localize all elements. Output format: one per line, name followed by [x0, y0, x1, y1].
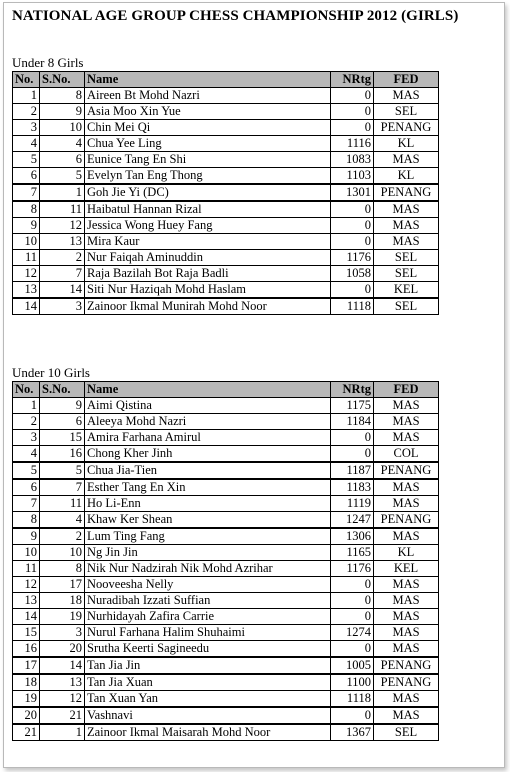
cell-fed: MAS — [374, 707, 439, 724]
cell-sno: 17 — [40, 577, 85, 593]
table-row — [13, 625, 439, 641]
cell-sno: 6 — [40, 152, 85, 168]
table-row — [13, 120, 439, 136]
cell-name: Eunice Tang En Shi — [85, 152, 331, 168]
cell-no: 7 — [13, 184, 40, 201]
cell-nrtg: 1306 — [331, 528, 374, 545]
cell-fed: PENANG — [374, 512, 439, 529]
cell-nrtg: 0 — [331, 593, 374, 609]
cell-name: Goh Jie Yi (DC) — [85, 184, 331, 201]
cell-name: Nur Faiqah Aminuddin — [85, 250, 331, 266]
cell-fed: KEL — [374, 282, 439, 299]
cell-fed: PENANG — [374, 462, 439, 479]
cell-fed: PENANG — [374, 184, 439, 201]
cell-nrtg: 1176 — [331, 561, 374, 577]
cell-no: 11 — [13, 561, 40, 577]
cell-no: 7 — [13, 496, 40, 512]
cell-sno: 20 — [40, 641, 85, 658]
cell-sno: 1 — [40, 184, 85, 201]
table-row — [13, 496, 439, 512]
cell-sno: 14 — [40, 282, 85, 299]
cell-nrtg: 1367 — [331, 724, 374, 741]
table-row — [13, 201, 439, 218]
cell-fed: MAS — [374, 414, 439, 430]
under8-table-body — [13, 88, 439, 315]
cell-sno: 14 — [40, 657, 85, 674]
cell-no: 1 — [13, 88, 40, 104]
table-row — [13, 593, 439, 609]
cell-fed: MAS — [374, 496, 439, 512]
cell-nrtg: 0 — [331, 446, 374, 463]
cell-nrtg: 0 — [331, 234, 374, 250]
cell-sno: 2 — [40, 250, 85, 266]
cell-no: 12 — [13, 266, 40, 282]
cell-sno: 5 — [40, 168, 85, 185]
document-title: NATIONAL AGE GROUP CHESS CHAMPIONSHIP 2012 (GIRLS) — [12, 8, 459, 24]
cell-nrtg: 1119 — [331, 496, 374, 512]
cell-nrtg: 0 — [331, 218, 374, 234]
table-row — [13, 168, 439, 185]
cell-name: Nik Nur Nadzirah Nik Mohd Azrihar — [85, 561, 331, 577]
cell-nrtg: 1118 — [331, 691, 374, 708]
cell-nrtg: 1176 — [331, 250, 374, 266]
cell-sno: 8 — [40, 88, 85, 104]
cell-sno: 13 — [40, 234, 85, 250]
cell-sno: 7 — [40, 266, 85, 282]
cell-nrtg: 0 — [331, 201, 374, 218]
cell-nrtg: 1175 — [331, 398, 374, 414]
col-header-name: Name — [85, 382, 331, 398]
table-row — [13, 528, 439, 545]
cell-no: 1 — [13, 398, 40, 414]
table-row — [13, 398, 439, 414]
table-row — [13, 136, 439, 152]
cell-fed: MAS — [374, 641, 439, 658]
cell-nrtg: 0 — [331, 430, 374, 446]
cell-fed: COL — [374, 446, 439, 463]
cell-fed: MAS — [374, 88, 439, 104]
cell-no: 11 — [13, 250, 40, 266]
cell-fed: SEL — [374, 250, 439, 266]
cell-nrtg: 0 — [331, 641, 374, 658]
under8-table — [12, 71, 439, 315]
table-row — [13, 462, 439, 479]
cell-name: Chin Mei Qi — [85, 120, 331, 136]
cell-nrtg: 1103 — [331, 168, 374, 185]
under10-label: Under 10 Girls — [12, 365, 90, 380]
cell-name: Jessica Wong Huey Fang — [85, 218, 331, 234]
table-row — [13, 298, 439, 315]
cell-no: 20 — [13, 707, 40, 724]
cell-fed: KEL — [374, 561, 439, 577]
col-header-nrtg: NRtg — [331, 382, 374, 398]
cell-fed: PENANG — [374, 657, 439, 674]
cell-nrtg: 1083 — [331, 152, 374, 168]
cell-name: Amira Farhana Amirul — [85, 430, 331, 446]
table-row — [13, 88, 439, 104]
cell-name: Chua Jia-Tien — [85, 462, 331, 479]
table-row — [13, 674, 439, 691]
col-header-sno: S.No. — [40, 72, 85, 88]
cell-sno: 19 — [40, 609, 85, 625]
cell-no: 2 — [13, 104, 40, 120]
table-row — [13, 561, 439, 577]
col-header-name: Name — [85, 72, 331, 88]
cell-no: 14 — [13, 298, 40, 315]
cell-no: 8 — [13, 512, 40, 529]
col-header-no: No. — [13, 382, 40, 398]
cell-sno: 10 — [40, 120, 85, 136]
cell-no: 9 — [13, 528, 40, 545]
cell-name: Nuradibah Izzati Suffian — [85, 593, 331, 609]
cell-no: 14 — [13, 609, 40, 625]
cell-fed: MAS — [374, 234, 439, 250]
cell-sno: 4 — [40, 512, 85, 529]
cell-no: 13 — [13, 593, 40, 609]
cell-fed: MAS — [374, 479, 439, 496]
cell-sno: 2 — [40, 528, 85, 545]
cell-nrtg: 0 — [331, 282, 374, 299]
cell-sno: 21 — [40, 707, 85, 724]
cell-sno: 15 — [40, 430, 85, 446]
cell-name: Aimi Qistina — [85, 398, 331, 414]
cell-name: Chua Yee Ling — [85, 136, 331, 152]
cell-name: Evelyn Tan Eng Thong — [85, 168, 331, 185]
cell-name: Aireen Bt Mohd Nazri — [85, 88, 331, 104]
cell-no: 12 — [13, 577, 40, 593]
table-row — [13, 250, 439, 266]
cell-name: Zainoor Ikmal Maisarah Mohd Noor — [85, 724, 331, 741]
under10-table — [12, 381, 439, 741]
cell-name: Srutha Keerti Sagineedu — [85, 641, 331, 658]
cell-no: 10 — [13, 545, 40, 561]
cell-no: 8 — [13, 201, 40, 218]
cell-sno: 16 — [40, 446, 85, 463]
cell-name: Mira Kaur — [85, 234, 331, 250]
table-row — [13, 577, 439, 593]
table-row — [13, 234, 439, 250]
cell-name: Vashnavi — [85, 707, 331, 724]
cell-name: Tan Jia Jin — [85, 657, 331, 674]
col-header-nrtg: NRtg — [331, 72, 374, 88]
cell-sno: 10 — [40, 545, 85, 561]
cell-sno: 3 — [40, 625, 85, 641]
cell-fed: MAS — [374, 201, 439, 218]
cell-sno: 9 — [40, 104, 85, 120]
cell-sno: 12 — [40, 218, 85, 234]
cell-no: 4 — [13, 446, 40, 463]
cell-fed: MAS — [374, 218, 439, 234]
cell-nrtg: 1187 — [331, 462, 374, 479]
cell-sno: 3 — [40, 298, 85, 315]
cell-no: 16 — [13, 641, 40, 658]
cell-sno: 6 — [40, 414, 85, 430]
cell-no: 2 — [13, 414, 40, 430]
cell-sno: 12 — [40, 691, 85, 708]
cell-nrtg: 0 — [331, 609, 374, 625]
cell-nrtg: 1301 — [331, 184, 374, 201]
cell-no: 4 — [13, 136, 40, 152]
cell-name: Haibatul Hannan Rizal — [85, 201, 331, 218]
table-row — [13, 609, 439, 625]
cell-fed: KL — [374, 545, 439, 561]
cell-fed: PENANG — [374, 674, 439, 691]
cell-no: 5 — [13, 462, 40, 479]
table-row — [13, 414, 439, 430]
cell-sno: 5 — [40, 462, 85, 479]
table-row — [13, 184, 439, 201]
cell-name: Lum Ting Fang — [85, 528, 331, 545]
cell-fed: MAS — [374, 430, 439, 446]
cell-nrtg: 0 — [331, 104, 374, 120]
cell-no: 5 — [13, 152, 40, 168]
cell-nrtg: 0 — [331, 577, 374, 593]
cell-sno: 11 — [40, 201, 85, 218]
cell-nrtg: 1116 — [331, 136, 374, 152]
table-row — [13, 152, 439, 168]
cell-nrtg: 1118 — [331, 298, 374, 315]
cell-name: Chong Kher Jinh — [85, 446, 331, 463]
cell-fed: MAS — [374, 577, 439, 593]
cell-nrtg: 1183 — [331, 479, 374, 496]
cell-name: Siti Nur Haziqah Mohd Haslam — [85, 282, 331, 299]
document-page — [3, 2, 505, 768]
cell-sno: 7 — [40, 479, 85, 496]
cell-fed: MAS — [374, 609, 439, 625]
cell-nrtg: 0 — [331, 88, 374, 104]
cell-fed: MAS — [374, 593, 439, 609]
cell-nrtg: 0 — [331, 707, 374, 724]
cell-nrtg: 1274 — [331, 625, 374, 641]
cell-nrtg: 1100 — [331, 674, 374, 691]
cell-sno: 9 — [40, 398, 85, 414]
table-row — [13, 266, 439, 282]
cell-fed: SEL — [374, 266, 439, 282]
under8-section — [12, 55, 439, 315]
cell-nrtg: 1184 — [331, 414, 374, 430]
col-header-fed: FED — [374, 72, 439, 88]
cell-fed: SEL — [374, 104, 439, 120]
cell-nrtg: 1247 — [331, 512, 374, 529]
cell-no: 17 — [13, 657, 40, 674]
cell-nrtg: 1165 — [331, 545, 374, 561]
table-row — [13, 430, 439, 446]
cell-no: 6 — [13, 479, 40, 496]
col-header-no: No. — [13, 72, 40, 88]
cell-no: 18 — [13, 674, 40, 691]
table-row — [13, 707, 439, 724]
table-row — [13, 218, 439, 234]
cell-sno: 11 — [40, 496, 85, 512]
cell-no: 9 — [13, 218, 40, 234]
cell-name: Raja Bazilah Bot Raja Badli — [85, 266, 331, 282]
under10-section — [12, 365, 439, 741]
table-row — [13, 446, 439, 463]
cell-fed: KL — [374, 168, 439, 185]
table-header-row — [13, 382, 439, 398]
cell-name: Aleeya Mohd Nazri — [85, 414, 331, 430]
cell-no: 19 — [13, 691, 40, 708]
cell-fed: KL — [374, 136, 439, 152]
cell-sno: 8 — [40, 561, 85, 577]
cell-fed: PENANG — [374, 120, 439, 136]
cell-sno: 13 — [40, 674, 85, 691]
cell-name: Nurhidayah Zafira Carrie — [85, 609, 331, 625]
table-row — [13, 512, 439, 529]
cell-name: Tan Jia Xuan — [85, 674, 331, 691]
col-header-sno: S.No. — [40, 382, 85, 398]
cell-no: 3 — [13, 430, 40, 446]
cell-no: 10 — [13, 234, 40, 250]
cell-fed: MAS — [374, 398, 439, 414]
cell-name: Zainoor Ikmal Munirah Mohd Noor — [85, 298, 331, 315]
cell-name: Nooveesha Nelly — [85, 577, 331, 593]
cell-sno: 4 — [40, 136, 85, 152]
cell-no: 13 — [13, 282, 40, 299]
cell-name: Ng Jin Jin — [85, 545, 331, 561]
cell-fed: SEL — [374, 298, 439, 315]
cell-name: Asia Moo Xin Yue — [85, 104, 331, 120]
cell-no: 6 — [13, 168, 40, 185]
table-row — [13, 479, 439, 496]
cell-no: 15 — [13, 625, 40, 641]
table-row — [13, 545, 439, 561]
cell-sno: 18 — [40, 593, 85, 609]
table-row — [13, 691, 439, 708]
table-row — [13, 657, 439, 674]
cell-nrtg: 0 — [331, 120, 374, 136]
cell-name: Tan Xuan Yan — [85, 691, 331, 708]
cell-sno: 1 — [40, 724, 85, 741]
under8-label: Under 8 Girls — [12, 55, 84, 70]
under10-table-body — [13, 398, 439, 741]
cell-name: Ho Li-Enn — [85, 496, 331, 512]
cell-name: Nurul Farhana Halim Shuhaimi — [85, 625, 331, 641]
cell-no: 21 — [13, 724, 40, 741]
table-row — [13, 282, 439, 299]
cell-fed: MAS — [374, 691, 439, 708]
table-row — [13, 104, 439, 120]
cell-nrtg: 1058 — [331, 266, 374, 282]
table-row — [13, 641, 439, 658]
cell-nrtg: 1005 — [331, 657, 374, 674]
cell-name: Esther Tang En Xin — [85, 479, 331, 496]
col-header-fed: FED — [374, 382, 439, 398]
cell-fed: SEL — [374, 724, 439, 741]
table-row — [13, 724, 439, 741]
table-header-row — [13, 72, 439, 88]
cell-name: Khaw Ker Shean — [85, 512, 331, 529]
cell-no: 3 — [13, 120, 40, 136]
cell-fed: MAS — [374, 152, 439, 168]
cell-fed: MAS — [374, 528, 439, 545]
cell-fed: MAS — [374, 625, 439, 641]
